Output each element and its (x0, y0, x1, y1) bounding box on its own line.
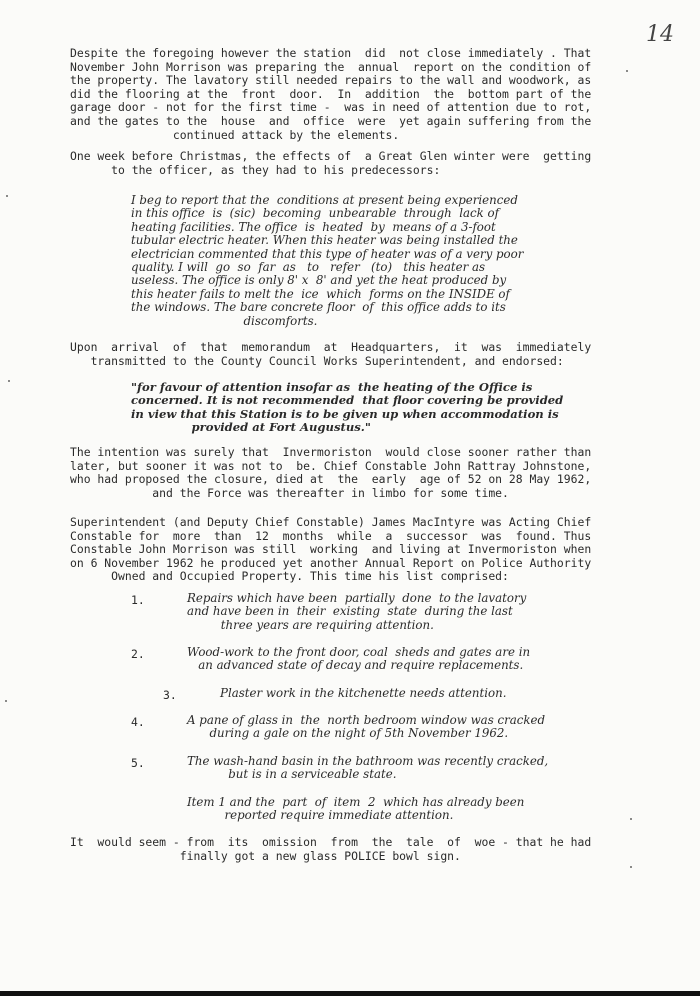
scan-speck (626, 70, 628, 72)
page-number: 14 (646, 22, 674, 47)
quote-endorsement: "for favour of attention insofar as the heating of the Office is concerned. It is not recommended that floor covering be provided in view that this Station is to be given up when accommodation is provided at Fort Augustus." (131, 380, 564, 435)
paragraph-5: Superintendent (and Deputy Chief Constable) James MacIntyre was Acting Chief Constable for more than 12 months while a successor was found. Thus Constable John Morrison was still working and living at Invermoriston when on 6 November 1962 he produced yet another Annual Report on Police Authority Owned and Occupied Property. This time his list comprised: (70, 515, 592, 584)
paragraph-2: One week before Christmas, the effects of a Great Glen winter were getting to the officer, as they had to his predecessors: (70, 149, 592, 177)
list-item-text: Plaster work in the kitchenette needs attention. (220, 686, 507, 700)
scan-speck (630, 866, 632, 868)
list-item-number: 5. (131, 756, 145, 770)
scan-speck (8, 380, 10, 382)
paragraph-4: The intention was surely that Invermoriston would close sooner rather than later, but sooner it was not to be. Chief Constable John Rattray Johnstone, who had proposed the closure, died at the early age of 52 on 28 May 1962, and the Force was thereafter in limbo for some time. (70, 445, 592, 500)
quote-office-report: I beg to report that the conditions at present being experienced in this office is (sic) becoming unbearable through lack of heating facilities. The office is heated by means of a 3-foot tubular electric heater. When this heater was being installed the electrician commented that this type of heater was of a very poor quality. I will go so far as to refer (to) this heater as useless. The office is only 8' x 8' and yet the heat produced by this heater fails to melt the ice which forms on the INSIDE of the windows. The bare concrete floor of this office adds to its discomforts. (131, 193, 524, 328)
paragraph-1: Despite the foregoing however the station did not close immediately . That November John Morrison was preparing the annual report on the condition of the property. The lavatory still needed repairs to the wall and woodwork, as did the flooring at the front door. In addition the bottom part of the garage door - not for the first time - was in need of attention due to rot, and the gates to the house and office were yet again suffering from the continued attack by the elements. (70, 46, 592, 142)
paragraph-3: Upon arrival of that memorandum at Headquarters, it was immediately transmitted to the County Council Works Superintendent, and endorsed: (70, 340, 592, 368)
scan-speck (6, 195, 8, 197)
paragraph-6: It would seem - from its omission from the tale of woe - that he had finally got a new glass POLICE bowl sign. (70, 835, 592, 863)
list-item-number: 4. (131, 715, 145, 729)
list-item-text: A pane of glass in the north bedroom window was cracked during a gale on the night of 5th November 1962. (187, 713, 546, 741)
list-item-text: Repairs which have been partially done to the lavatory and have been in their existing state during the last three years are requiring attention. (187, 591, 527, 632)
list-note: Item 1 and the part of item 2 which has already been reported require immediate attention. (187, 795, 525, 823)
list-item-text: Wood-work to the front door, coal sheds and gates are in an advanced state of decay and require replacements. (187, 645, 531, 673)
scan-edge (0, 991, 700, 996)
list-item-number: 3. (163, 688, 177, 702)
list-item-text: The wash-hand basin in the bathroom was recently cracked, but is in a serviceable state. (187, 754, 549, 782)
list-item-number: 2. (131, 647, 145, 661)
list-item-number: 1. (131, 593, 145, 607)
scan-speck (630, 818, 632, 820)
scan-speck (5, 700, 7, 702)
